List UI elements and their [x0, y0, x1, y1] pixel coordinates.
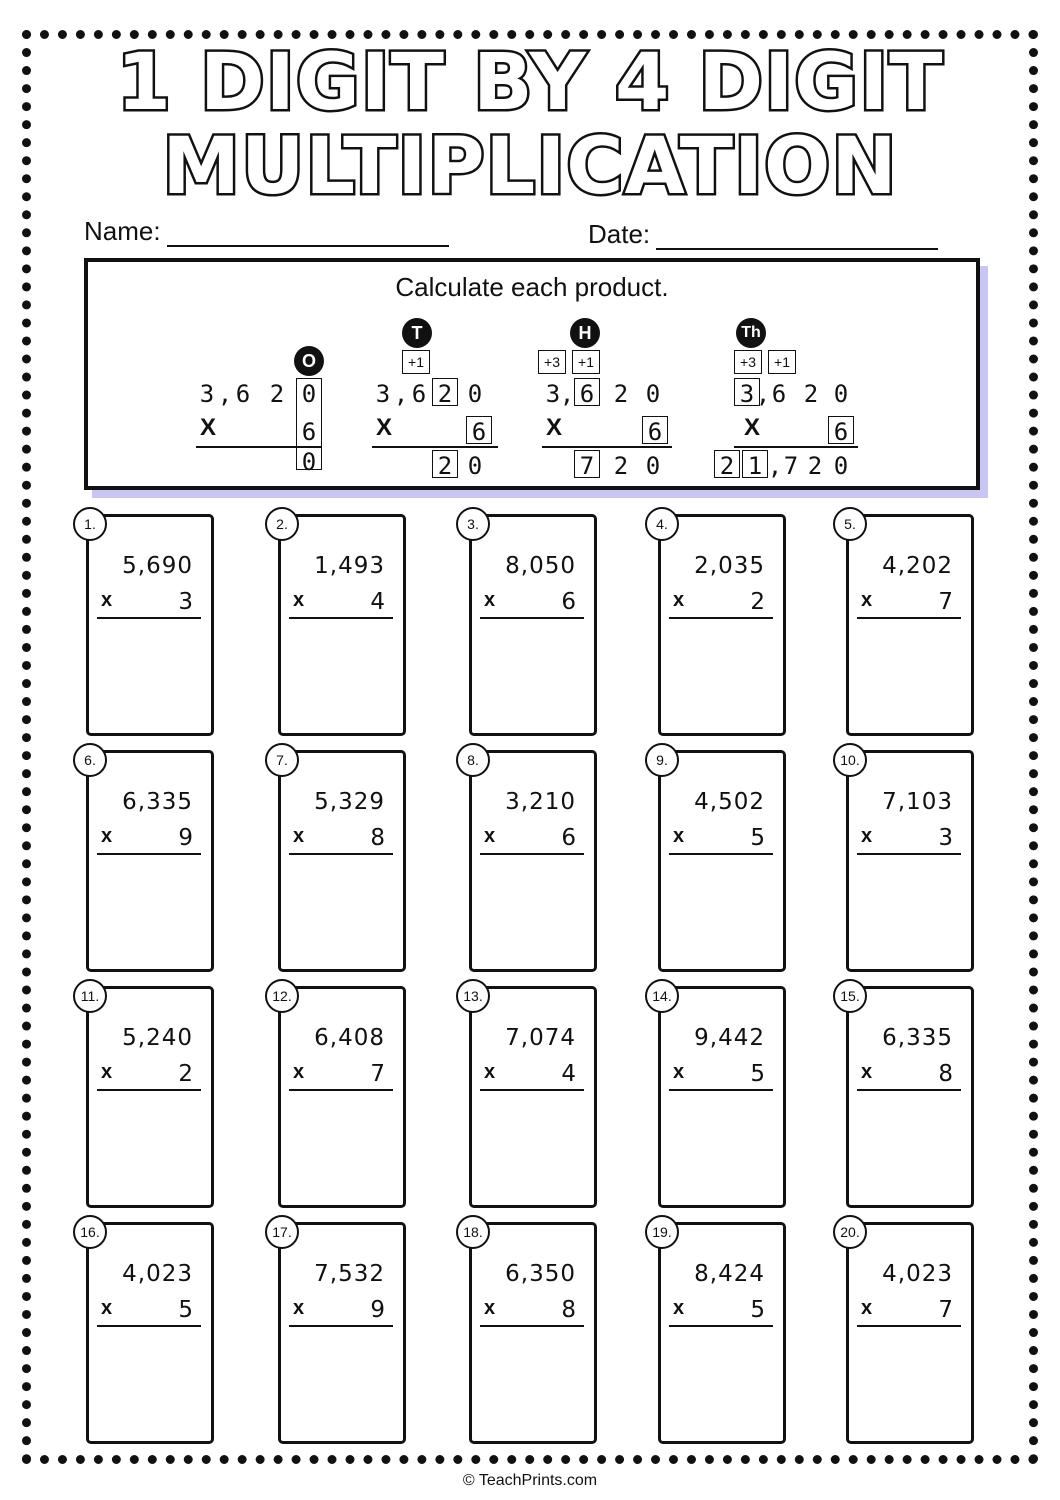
problem-card[interactable] [840, 750, 974, 972]
top-digit: 0 [833, 380, 849, 408]
problem-card[interactable] [272, 986, 406, 1208]
problem-number: 14. [645, 979, 679, 1013]
problem-number: 18. [456, 1215, 490, 1249]
problem-top-number: 5,240 [122, 1025, 193, 1051]
problem-multiplier: 5 [750, 825, 765, 851]
top-digit: 2 [269, 380, 285, 408]
multiplier-digit: 6 [471, 418, 487, 446]
problem-multiplier: 6 [561, 825, 576, 851]
problem-number: 9. [645, 743, 679, 777]
problem-times-sign: x [293, 825, 305, 847]
problem-answer-rule [97, 617, 201, 619]
name-field[interactable] [84, 216, 449, 247]
problem-times-sign: x [484, 1061, 496, 1083]
problem-top-number: 4,202 [882, 553, 953, 579]
problem-top-number: 6,350 [505, 1261, 576, 1287]
name-line[interactable] [167, 221, 449, 247]
answer-rule [734, 446, 858, 448]
problem-multiplier: 5 [178, 1297, 193, 1323]
problem-top-number: 7,074 [505, 1025, 576, 1051]
problem-multiplier: 9 [370, 1297, 385, 1323]
problem-answer-rule [480, 1325, 584, 1327]
problem-multiplier: 3 [938, 825, 953, 851]
result-digit: 7 [579, 452, 595, 480]
times-sign: X [200, 414, 217, 441]
answer-rule [372, 446, 498, 448]
problem-card[interactable] [652, 1222, 786, 1444]
problem-top-number: 8,424 [694, 1261, 765, 1287]
date-line[interactable] [656, 224, 938, 250]
problem-answer-rule [857, 853, 961, 855]
problem-card[interactable] [658, 514, 786, 736]
problem-card[interactable] [86, 750, 214, 972]
result-digit: 1 [747, 452, 763, 480]
date-label: Date: [588, 219, 651, 249]
problem-multiplier: 7 [370, 1061, 385, 1087]
problem-times-sign: x [861, 825, 873, 847]
problem-card[interactable] [80, 1222, 214, 1444]
problem-answer-rule [289, 853, 393, 855]
top-digit: , [217, 380, 233, 408]
problem-times-sign: x [673, 1297, 685, 1319]
problem-answer-rule [97, 853, 201, 855]
problem-card[interactable] [469, 750, 597, 972]
example-stage-thousands [714, 318, 884, 482]
problem-number: 12. [265, 979, 299, 1013]
example-stage-hundreds [542, 318, 692, 482]
problem-answer-rule [480, 617, 584, 619]
problem-times-sign: x [101, 1061, 113, 1083]
problem-top-number: 1,493 [314, 553, 385, 579]
badge-ones: O [294, 346, 324, 376]
result-digit: , [767, 452, 783, 480]
top-digit: 0 [645, 380, 661, 408]
result-digit: 2 [437, 452, 453, 480]
title-line-2: MULTIPLICATION [162, 122, 898, 212]
problem-times-sign: x [484, 825, 496, 847]
instruction: Calculate each product. [395, 272, 669, 302]
problem-multiplier: 7 [938, 589, 953, 615]
badge-hundreds: H [570, 318, 600, 348]
problem-number: 3. [456, 507, 490, 541]
problem-times-sign: x [861, 1297, 873, 1319]
problem-answer-rule [97, 1325, 201, 1327]
problem-answer-rule [669, 617, 773, 619]
problem-number: 2. [265, 507, 299, 541]
problem-multiplier: 5 [750, 1297, 765, 1323]
badge-thousands: Th [736, 318, 766, 348]
problem-card[interactable] [80, 986, 214, 1208]
name-label: Name: [84, 216, 161, 246]
problem-number: 15. [833, 979, 867, 1013]
result-digit: 0 [645, 452, 661, 480]
problem-multiplier: 4 [561, 1061, 576, 1087]
problem-times-sign: x [101, 1297, 113, 1319]
problem-top-number: 6,335 [122, 789, 193, 815]
top-digit: 6 [579, 380, 595, 408]
copyright-footer: © TeachPrints.com [462, 1472, 598, 1489]
result-digit: 2 [807, 452, 823, 480]
result-digit: 0 [833, 452, 849, 480]
answer-rule [542, 446, 672, 448]
problem-answer-rule [289, 1325, 393, 1327]
problem-top-number: 5,329 [314, 789, 385, 815]
problem-number: 8. [456, 743, 490, 777]
top-digit: 0 [301, 380, 317, 408]
problem-card[interactable] [278, 750, 406, 972]
problem-multiplier: 3 [178, 589, 193, 615]
top-digit: 2 [613, 380, 629, 408]
problem-multiplier: 2 [178, 1061, 193, 1087]
times-sign: X [744, 414, 761, 441]
problem-answer-rule [289, 617, 393, 619]
multiplier-digit: 6 [647, 418, 663, 446]
badge-tens: T [402, 318, 432, 348]
problem-top-number: 7,103 [882, 789, 953, 815]
problem-times-sign: x [484, 1297, 496, 1319]
problem-times-sign: x [861, 589, 873, 611]
carry-box: +1 [402, 350, 430, 374]
problem-top-number: 6,335 [882, 1025, 953, 1051]
times-sign: X [376, 414, 393, 441]
carry-box: +1 [572, 350, 600, 374]
carry-box: +3 [538, 350, 566, 374]
problem-answer-rule [857, 617, 961, 619]
problem-card[interactable] [463, 986, 597, 1208]
problem-answer-rule [857, 1325, 961, 1327]
problem-number: 6. [73, 743, 107, 777]
problem-times-sign: x [861, 1061, 873, 1083]
problem-times-sign: x [293, 589, 305, 611]
problem-card[interactable] [840, 1222, 974, 1444]
example-box [84, 258, 980, 490]
problem-times-sign: x [673, 589, 685, 611]
problem-multiplier: 6 [561, 589, 576, 615]
carry-box: +3 [734, 350, 762, 374]
problem-multiplier: 9 [178, 825, 193, 851]
top-digit: 2 [437, 380, 453, 408]
problem-card[interactable] [652, 986, 786, 1208]
problem-answer-rule [480, 853, 584, 855]
example-stage-ones [196, 346, 336, 482]
problem-card[interactable] [463, 1222, 597, 1444]
problem-number: 11. [73, 979, 107, 1013]
problem-top-number: 4,023 [122, 1261, 193, 1287]
problem-card[interactable] [272, 1222, 406, 1444]
problem-times-sign: x [673, 825, 685, 847]
problem-times-sign: x [101, 825, 113, 847]
problem-number: 20. [833, 1215, 867, 1249]
problem-answer-rule [669, 1089, 773, 1091]
problem-times-sign: x [293, 1061, 305, 1083]
problem-multiplier: 8 [370, 825, 385, 851]
times-sign: X [546, 414, 563, 441]
problem-number: 1. [73, 507, 107, 541]
problem-number: 16. [73, 1215, 107, 1249]
problem-top-number: 6,408 [314, 1025, 385, 1051]
problem-top-number: 7,532 [314, 1261, 385, 1287]
date-field[interactable] [588, 219, 938, 250]
problem-number: 19. [645, 1215, 679, 1249]
problem-answer-rule [480, 1089, 584, 1091]
problem-top-number: 2,035 [694, 553, 765, 579]
result-digit: 2 [613, 452, 629, 480]
problem-number: 7. [265, 743, 299, 777]
multiplier-digit: 6 [833, 418, 849, 446]
problem-top-number: 4,023 [882, 1261, 953, 1287]
problem-card[interactable] [86, 514, 214, 736]
top-digit: , [755, 380, 771, 408]
top-digit: 3 [739, 380, 755, 408]
problem-times-sign: x [673, 1061, 685, 1083]
top-digit: 6 [411, 380, 427, 408]
top-digit: , [393, 380, 409, 408]
top-digit: 3 [375, 380, 391, 408]
top-digit: 2 [803, 380, 819, 408]
problem-times-sign: x [293, 1297, 305, 1319]
example-stage-tens [372, 318, 512, 482]
problem-multiplier: 8 [561, 1297, 576, 1323]
result-digit: 7 [783, 452, 799, 480]
problem-answer-rule [97, 1089, 201, 1091]
problem-top-number: 3,210 [505, 789, 576, 815]
problem-answer-rule [289, 1089, 393, 1091]
problem-card[interactable] [840, 986, 974, 1208]
top-digit: 6 [771, 380, 787, 408]
problem-number: 5. [833, 507, 867, 541]
problem-multiplier: 2 [750, 589, 765, 615]
result-digit: 0 [301, 448, 317, 476]
problem-card[interactable] [469, 514, 597, 736]
problem-answer-rule [857, 1089, 961, 1091]
top-digit: 3 [545, 380, 561, 408]
problem-multiplier: 7 [938, 1297, 953, 1323]
problem-number: 4. [645, 507, 679, 541]
problem-number: 10. [833, 743, 867, 777]
problem-answer-rule [669, 853, 773, 855]
top-digit: 6 [235, 380, 251, 408]
problem-card[interactable] [278, 514, 406, 736]
problem-answer-rule [669, 1325, 773, 1327]
problem-times-sign: x [484, 589, 496, 611]
problem-top-number: 8,050 [505, 553, 576, 579]
carry-box: +1 [768, 350, 796, 374]
result-digit: 2 [719, 452, 735, 480]
problem-multiplier: 4 [370, 589, 385, 615]
multiplier-digit: 6 [301, 418, 317, 446]
top-digit: , [559, 380, 575, 408]
problem-card[interactable] [658, 750, 786, 972]
top-digit: 0 [467, 380, 483, 408]
result-digit: 0 [467, 452, 483, 480]
problem-top-number: 9,442 [694, 1025, 765, 1051]
problem-times-sign: x [101, 589, 113, 611]
problem-number: 17. [265, 1215, 299, 1249]
top-digit: 3 [199, 380, 215, 408]
problem-top-number: 5,690 [122, 553, 193, 579]
problem-number: 13. [456, 979, 490, 1013]
problem-multiplier: 8 [938, 1061, 953, 1087]
problem-card[interactable] [846, 514, 974, 736]
title-line-1: 1 DIGIT BY 4 DIGIT [116, 38, 944, 128]
problem-multiplier: 5 [750, 1061, 765, 1087]
problem-top-number: 4,502 [694, 789, 765, 815]
